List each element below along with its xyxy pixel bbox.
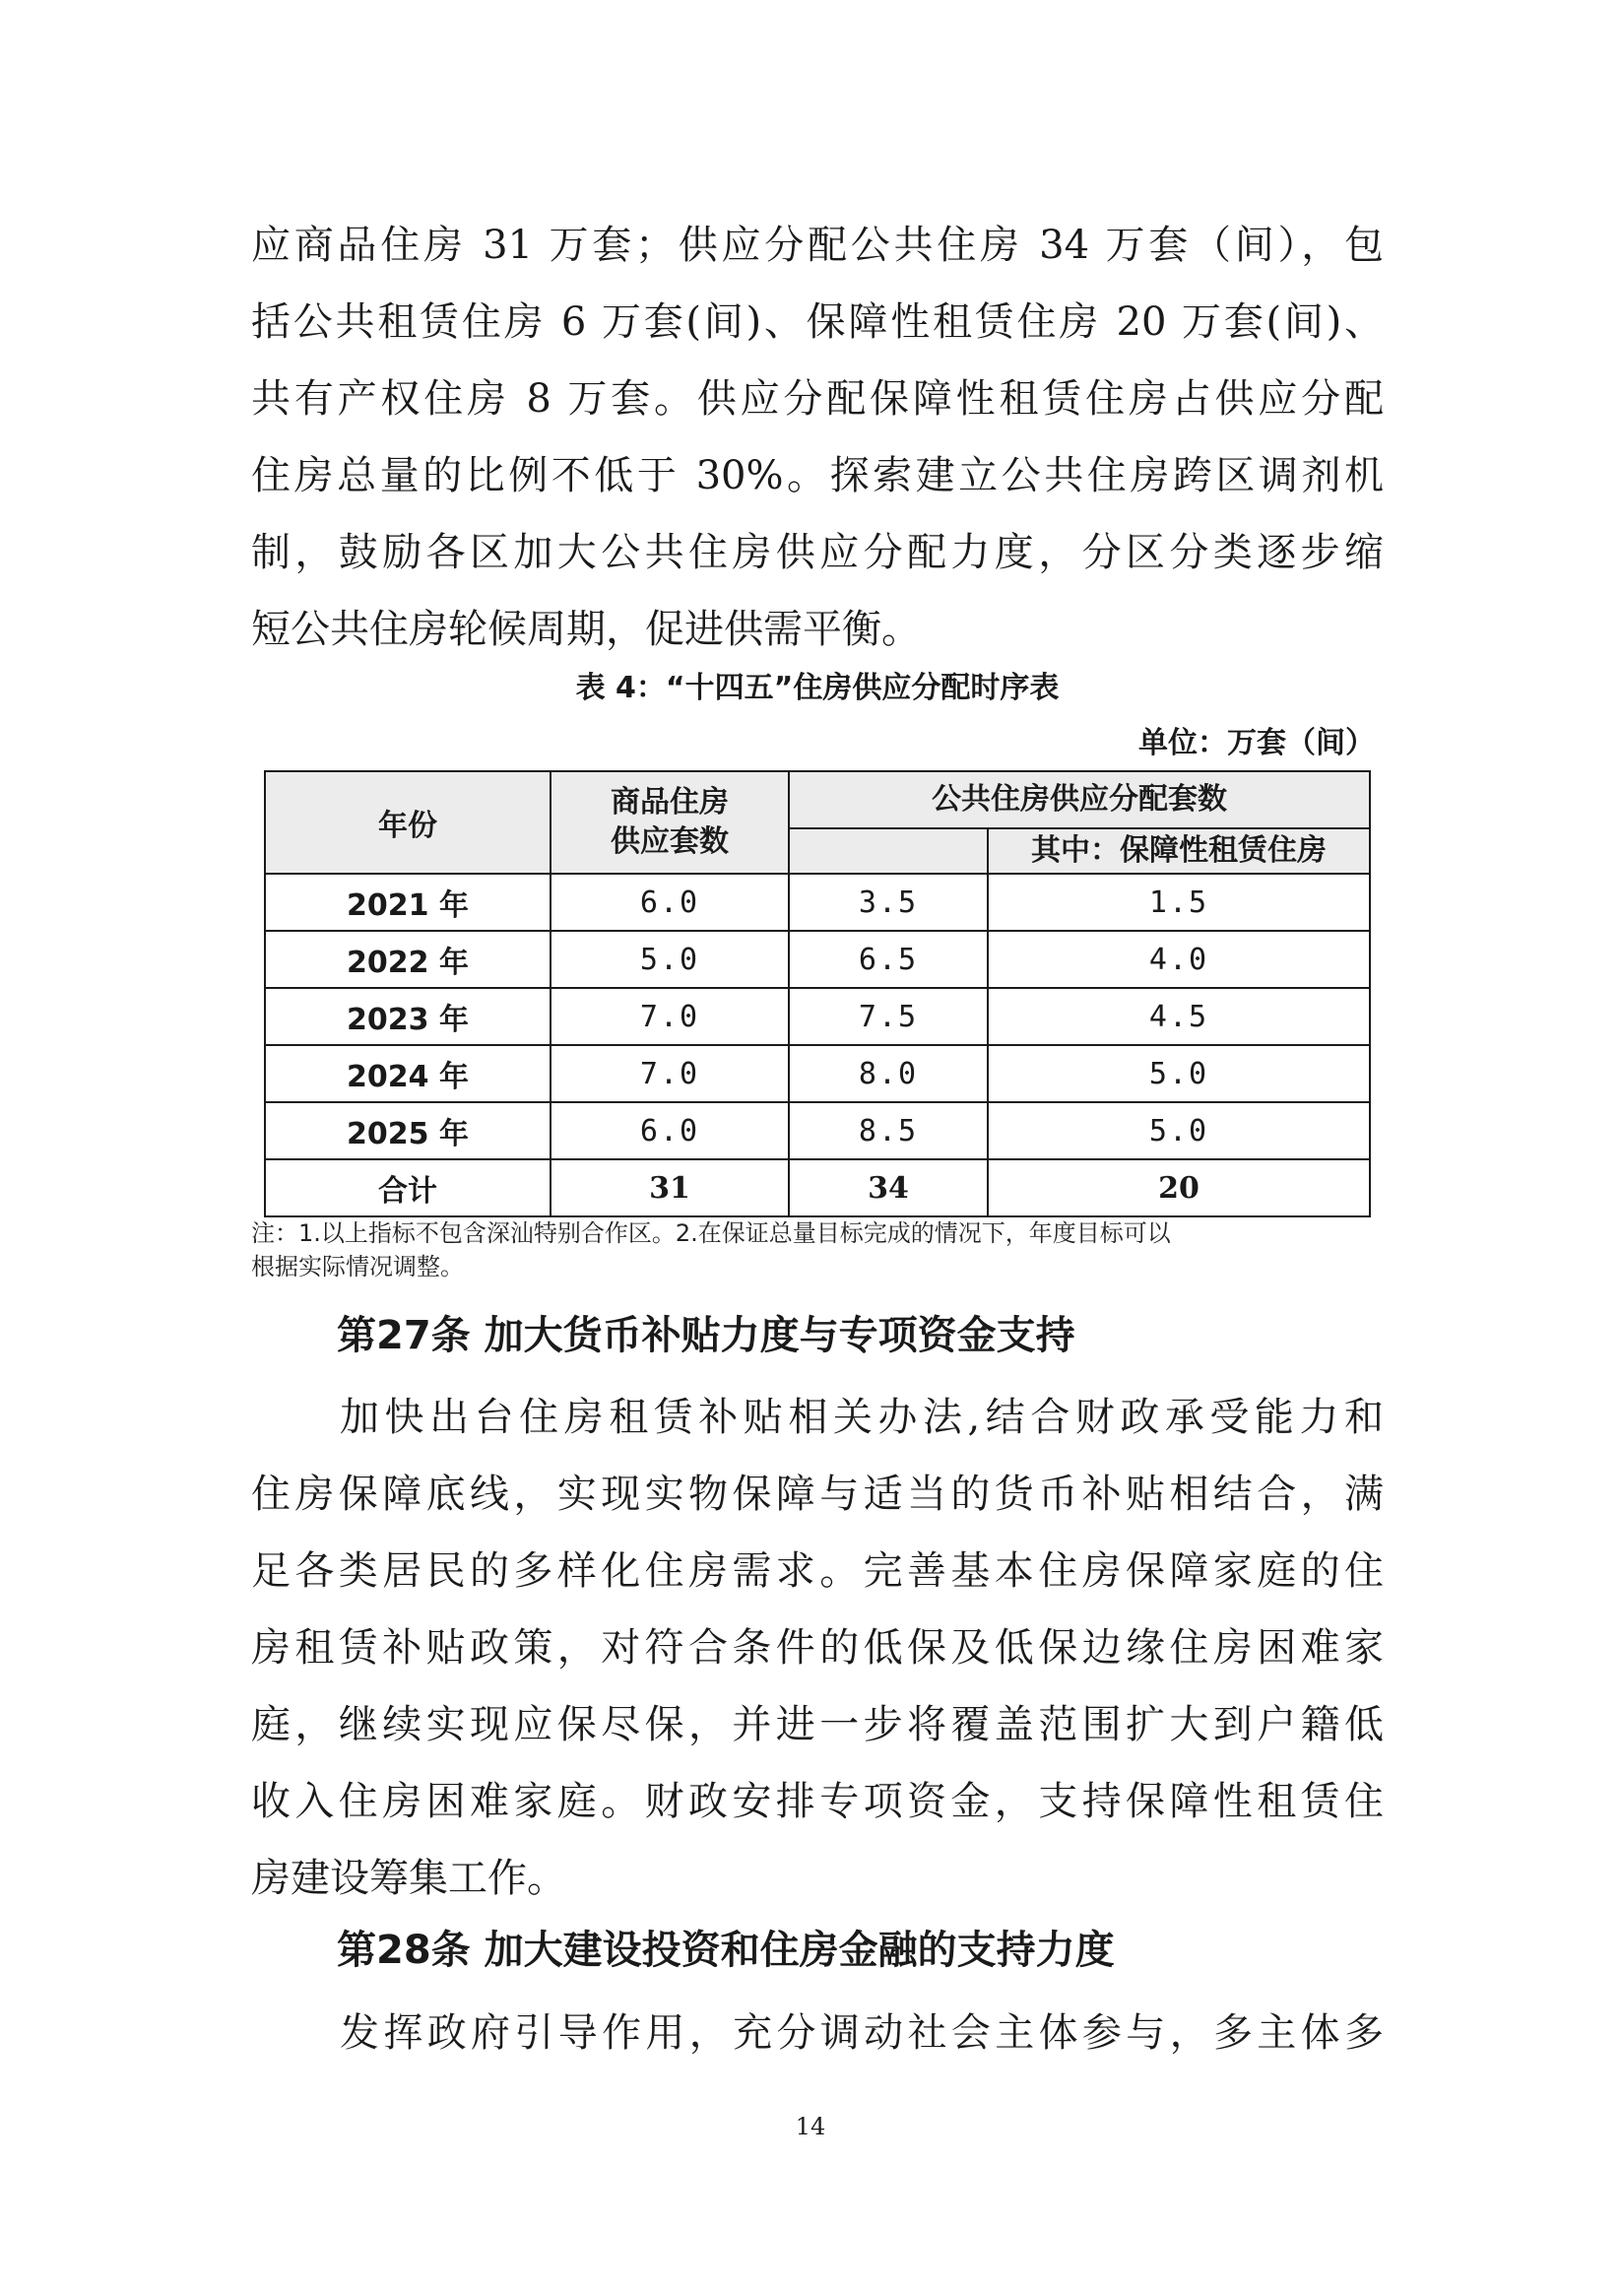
- paragraph-line: 足各类居民的多样化住房需求。完善基本住房保障家庭的住: [251, 1548, 1384, 1594]
- table-caption: 表 4：“十四五”住房供应分配时序表: [575, 671, 1060, 705]
- table-row: [265, 1102, 1370, 1159]
- year-cell: 2022 年: [265, 931, 551, 988]
- year-cell: 2024 年: [265, 1045, 551, 1102]
- header-commercial-housing: [551, 771, 789, 874]
- paragraph-line: 房建设筹集工作。: [251, 1856, 566, 1901]
- year-cell: 2023 年: [265, 988, 551, 1045]
- housing-supply-table: [264, 770, 1371, 1217]
- paragraph-line: 应商品住房 31 万套；供应分配公共住房 34 万套（间），包: [251, 223, 1384, 268]
- paragraph-line: 制，鼓励各区加大公共住房供应分配力度，分区分类逐步缩: [251, 530, 1384, 575]
- paragraph-housing-supply: [251, 207, 1384, 668]
- header-commercial-line1: 商品住房: [611, 785, 729, 820]
- rental-value: 5.0: [988, 1045, 1370, 1102]
- table-note-line: 根据实际情况调整。: [251, 1253, 464, 1280]
- total-rental: 20: [988, 1159, 1370, 1216]
- paragraph-line: 共有产权住房 8 万套。供应分配保障性租赁住房占供应分配: [251, 376, 1384, 422]
- table-row: [265, 988, 1370, 1045]
- paragraph-line: 短公共住房轮候周期，促进供需平衡。: [251, 607, 921, 652]
- rental-value: 4.0: [988, 931, 1370, 988]
- year-cell: 2021 年: [265, 874, 551, 931]
- section-heading-27: 第27条 加大货币补贴力度与专项资金支持: [337, 1313, 1075, 1358]
- paragraph-line: 房租赁补贴政策，对符合条件的低保及低保边缘住房困难家: [251, 1625, 1384, 1671]
- commercial-value: 7.0: [551, 988, 789, 1045]
- header-affordable-rental: 其中：保障性租赁住房: [988, 828, 1370, 874]
- paragraph-line: 加快出台住房租赁补贴相关办法,结合财政承受能力和: [340, 1395, 1384, 1440]
- public-value: 7.5: [789, 988, 988, 1045]
- table-note: [251, 1216, 1384, 1283]
- table-unit: 单位：万套（间）: [1138, 726, 1375, 760]
- commercial-value: 6.0: [551, 874, 789, 931]
- paragraph-line: 收入住房困难家庭。财政安排专项资金，支持保障性租赁住: [251, 1779, 1384, 1824]
- header-public-blank: [789, 828, 988, 874]
- table-row: [265, 1045, 1370, 1102]
- public-value: 6.5: [789, 931, 988, 988]
- paragraph-section-28: [251, 1995, 1384, 2071]
- commercial-value: 6.0: [551, 1102, 789, 1159]
- paragraph-line: 住房保障底线，实现实物保障与适当的货币补贴相结合，满: [251, 1472, 1384, 1517]
- paragraph-section-27: [251, 1379, 1384, 1917]
- paragraph-line: 庭，继续实现应保尽保，并进一步将覆盖范围扩大到户籍低: [251, 1702, 1384, 1747]
- paragraph-line: 住房总量的比例不低于 30%。探索建立公共住房跨区调剂机: [251, 453, 1384, 498]
- table-total-row: [265, 1159, 1370, 1216]
- total-commercial: 31: [551, 1159, 789, 1216]
- commercial-value: 7.0: [551, 1045, 789, 1102]
- header-year: 年份: [265, 771, 551, 874]
- header-public-housing: 公共住房供应分配套数: [789, 771, 1370, 828]
- total-label: 合计: [265, 1159, 551, 1216]
- page-number: 14: [795, 2113, 826, 2140]
- commercial-value: 5.0: [551, 931, 789, 988]
- header-commercial-line2: 供应套数: [611, 824, 729, 859]
- paragraph-line: 括公共租赁住房 6 万套(间)、保障性租赁住房 20 万套(间)、: [251, 299, 1384, 345]
- year-cell: 2025 年: [265, 1102, 551, 1159]
- table-note-line: 注：1.以上指标不包含深汕特别合作区。2.在保证总量目标完成的情况下，年度目标可以: [251, 1219, 1171, 1247]
- table-row: [265, 931, 1370, 988]
- rental-value: 5.0: [988, 1102, 1370, 1159]
- total-public: 34: [789, 1159, 988, 1216]
- public-value: 8.0: [789, 1045, 988, 1102]
- paragraph-line: 发挥政府引导作用，充分调动社会主体参与，多主体多: [340, 2010, 1384, 2056]
- public-value: 8.5: [789, 1102, 988, 1159]
- rental-value: 1.5: [988, 874, 1370, 931]
- rental-value: 4.5: [988, 988, 1370, 1045]
- section-heading-28: 第28条 加大建设投资和住房金融的支持力度: [337, 1928, 1115, 1973]
- public-value: 3.5: [789, 874, 988, 931]
- table-row: [265, 874, 1370, 931]
